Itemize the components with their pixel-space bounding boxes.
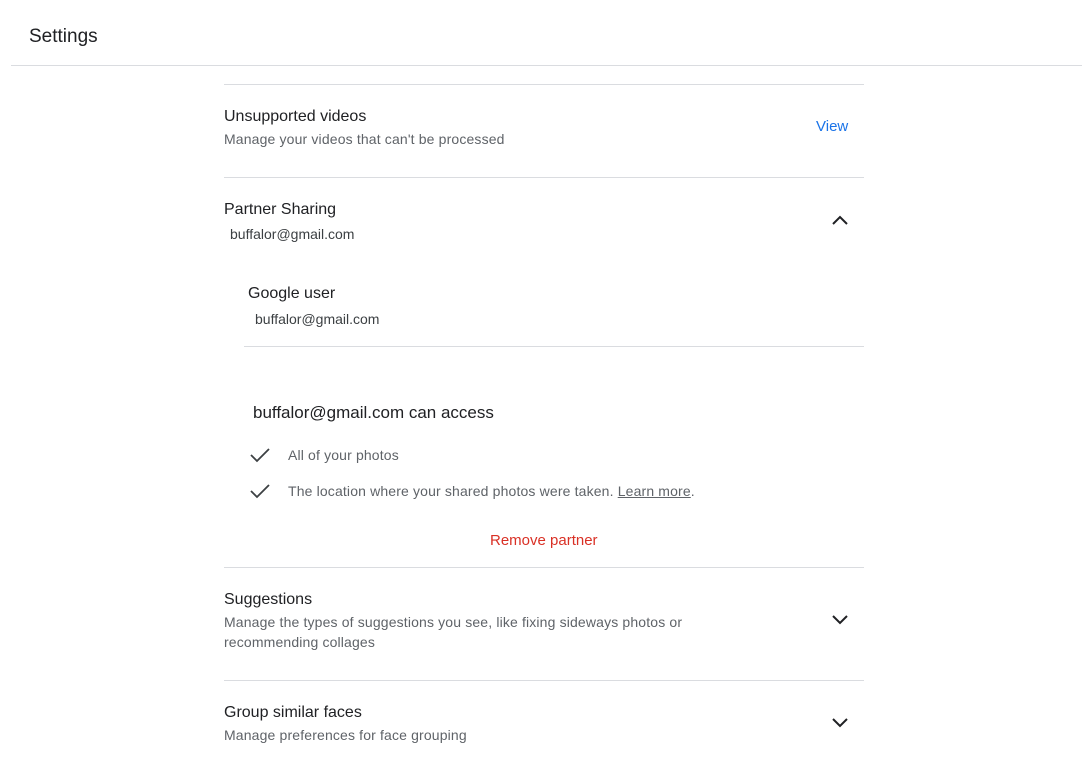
- learn-more-link[interactable]: Learn more: [617, 483, 691, 499]
- chevron-up-icon: [830, 210, 850, 230]
- section-divider: [224, 177, 864, 178]
- access-item-text: All of your photos: [288, 447, 399, 463]
- section-divider: [224, 680, 864, 681]
- view-unsupported-videos-button[interactable]: View: [816, 118, 849, 135]
- settings-header: [0, 0, 1082, 66]
- unsupported-videos-title: Unsupported videos: [224, 108, 367, 125]
- partner-sharing-title: Partner Sharing: [224, 201, 337, 218]
- suggestions-title: Suggestions: [224, 591, 313, 608]
- partner-sharing-email: buffalor@gmail.com: [230, 226, 355, 242]
- suggestions-subtitle-line2: recommending collages: [224, 634, 376, 650]
- unsupported-videos-subtitle: Manage your videos that can't be processed: [224, 131, 505, 147]
- chevron-down-icon: [830, 713, 850, 733]
- access-heading: buffalor@gmail.com can access: [253, 403, 494, 422]
- partner-name: Google user: [248, 285, 336, 302]
- group-faces-title: Group similar faces: [224, 704, 362, 721]
- partner-divider: [244, 346, 864, 347]
- collapse-partner-sharing-button[interactable]: [828, 208, 852, 232]
- header-divider: [11, 65, 1082, 66]
- check-icon: [249, 480, 271, 502]
- remove-partner-button[interactable]: Remove partner: [490, 532, 598, 549]
- section-divider: [224, 567, 864, 568]
- group-faces-subtitle: Manage preferences for face grouping: [224, 727, 467, 743]
- expand-group-faces-button[interactable]: [828, 711, 852, 735]
- suggestions-subtitle-line1: Manage the types of suggestions you see, like fixing sideways photos or: [224, 614, 683, 630]
- section-divider: [224, 84, 864, 85]
- chevron-down-icon: [830, 610, 850, 630]
- access-item-suffix: .: [690, 483, 695, 499]
- partner-email: buffalor@gmail.com: [255, 311, 380, 327]
- page-title: Settings: [29, 26, 98, 47]
- expand-suggestions-button[interactable]: [828, 608, 852, 632]
- access-item-text: The location where your shared photos were taken.: [288, 483, 614, 499]
- check-icon: [249, 444, 271, 466]
- access-item-location: [288, 481, 695, 501]
